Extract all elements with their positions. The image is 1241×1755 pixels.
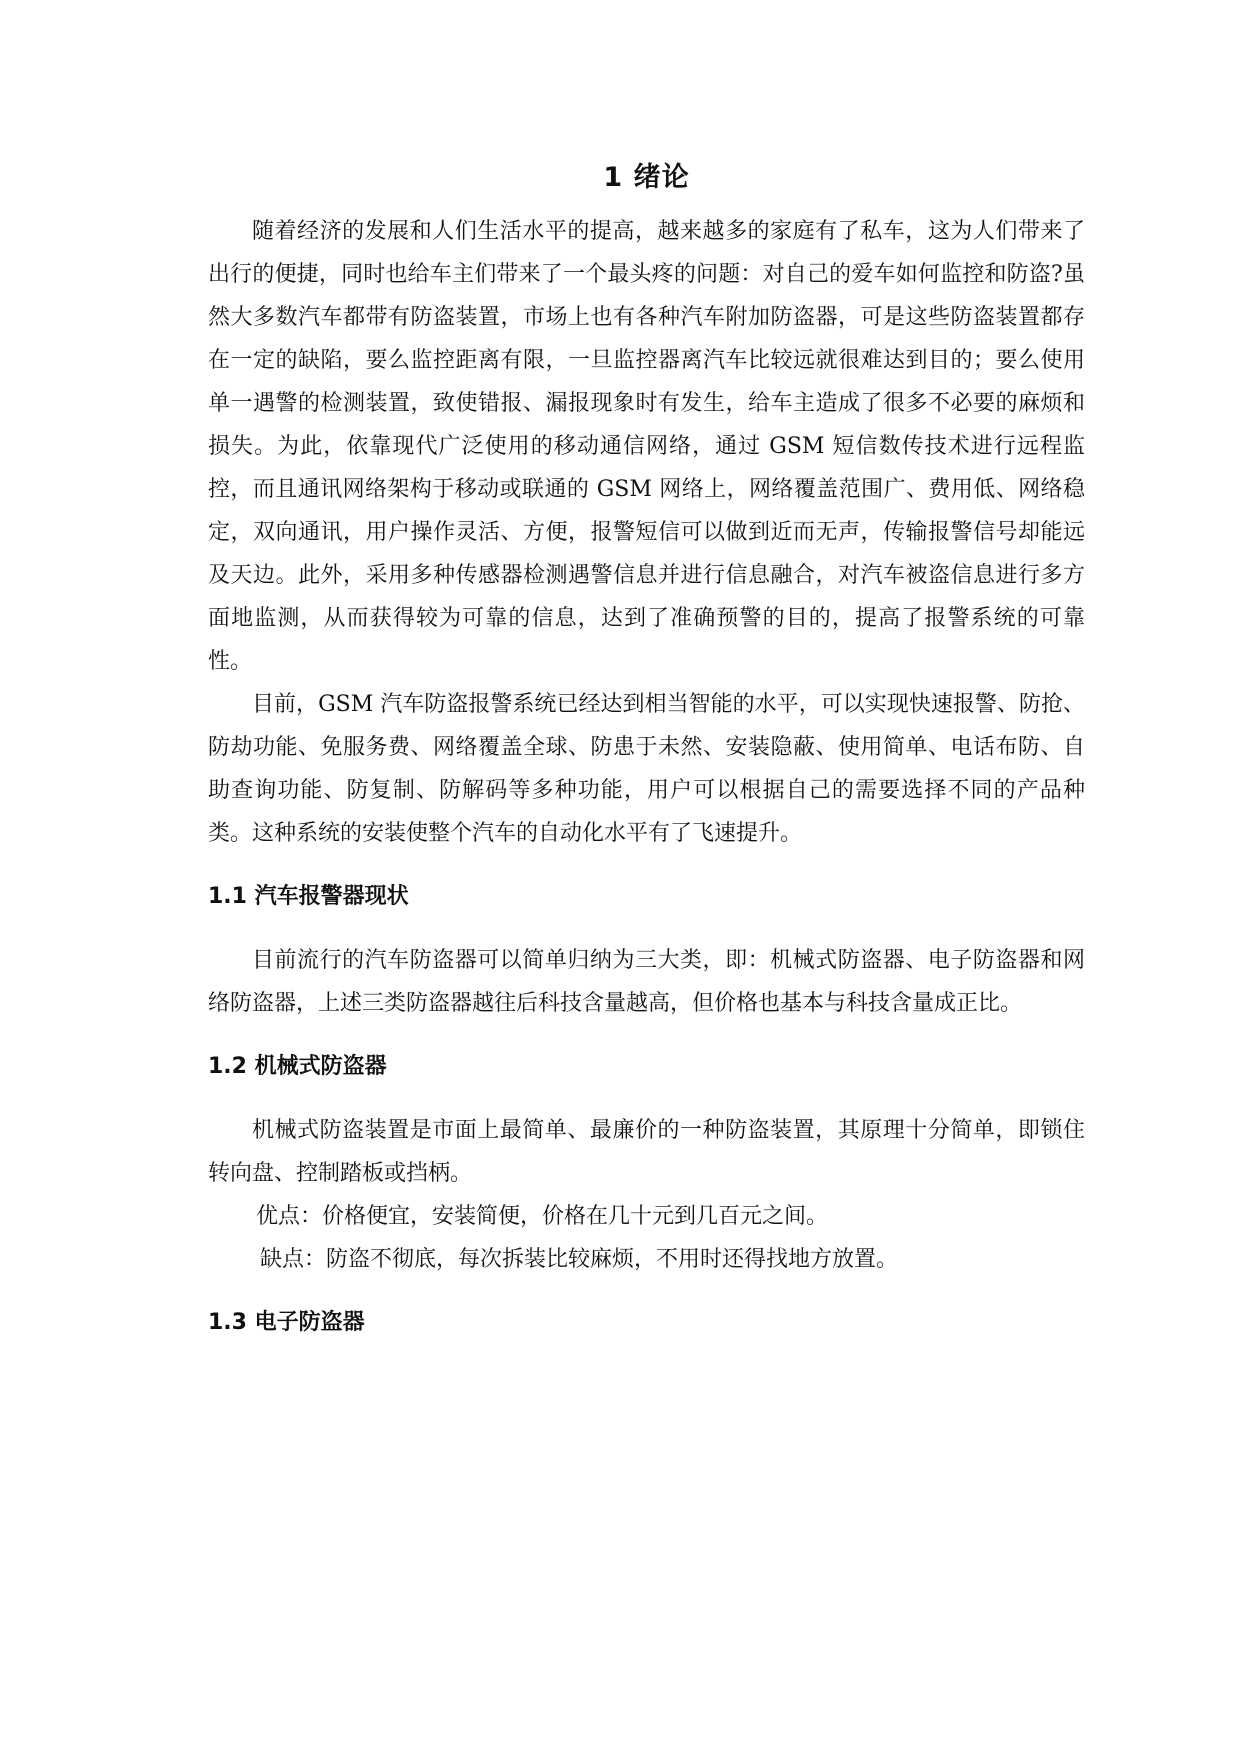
advantages-line: 优点：价格便宜，安装简便，价格在几十元到几百元之间。 — [256, 1204, 829, 1229]
intro-paragraph-1: 随着经济的发展和人们生活水平的提高，越来越多的家庭有了私车，这为人们带来了出行的便捷，同时也给车主们带来了一个最头疼的问题：对自己的爱车如何监控和防盗?虽然大多数汽车都带有防盗装置，市场上也有各种汽车附加防盗器，可是这些防盗装置都存在一定的缺陷，要么监控距离有限，一旦监控器离汽车比较远就很难达到目的；要么使用单一遇警的检测装置，致使错报、漏报现象时有发生，给车主造成了很多不必要的麻烦和损失。为此，依靠现代广泛使用的移动通信网络，通过 GSM 短信数传技术进行远程监控，而且通讯网络架构于移动或联通的 GSM 网络上，网络覆盖范围广、费用低、网络稳定，双向通讯，用户操作灵活、方便，报警短信可以做到近而无声，传输报警信号却能远及天边。此外，采用多种传感器检测遇警信息并进行信息融合，对汽车被盗信息进行多方面地监测，从而获得较为可靠的信息，达到了准确预警的目的，提高了报警系统的可靠性。 — [208, 219, 1085, 674]
section-heading-1-3: 1.3 电子防盗器 — [208, 1310, 365, 1335]
intro-paragraph-2: 目前，GSM 汽车防盗报警系统已经达到相当智能的水平，可以实现快速报警、防抢、防劫功能、免服务费、网络覆盖全球、防患于未然、安装隐蔽、使用简单、电话布防、自助查询功能、防复制、防解码等多种功能，用户可以根据自己的需要选择不同的产品种类。这种系统的安装使整个汽车的自动化水平有了飞速提升。 — [208, 692, 1085, 846]
section-heading-1-2: 1.2 机械式防盗器 — [208, 1054, 387, 1079]
section-1-2-paragraph: 机械式防盗装置是市面上最简单、最廉价的一种防盗装置，其原理十分简单，即锁住转向盘、控制踏板或挡柄。 — [208, 1118, 1085, 1186]
section-1-1-paragraph: 目前流行的汽车防盗器可以简单归纳为三大类，即：机械式防盗器、电子防盗器和网络防盗器，上述三类防盗器越往后科技含量越高，但价格也基本与科技含量成正比。 — [208, 948, 1085, 1016]
disadvantages-line: 缺点：防盗不彻底，每次拆装比较麻烦，不用时还得找地方放置。 — [260, 1247, 899, 1272]
section-heading-1-1: 1.1 汽车报警器现状 — [208, 884, 409, 909]
page-content — [208, 158, 1085, 1365]
chapter-title: 1 绪论 — [603, 162, 690, 193]
